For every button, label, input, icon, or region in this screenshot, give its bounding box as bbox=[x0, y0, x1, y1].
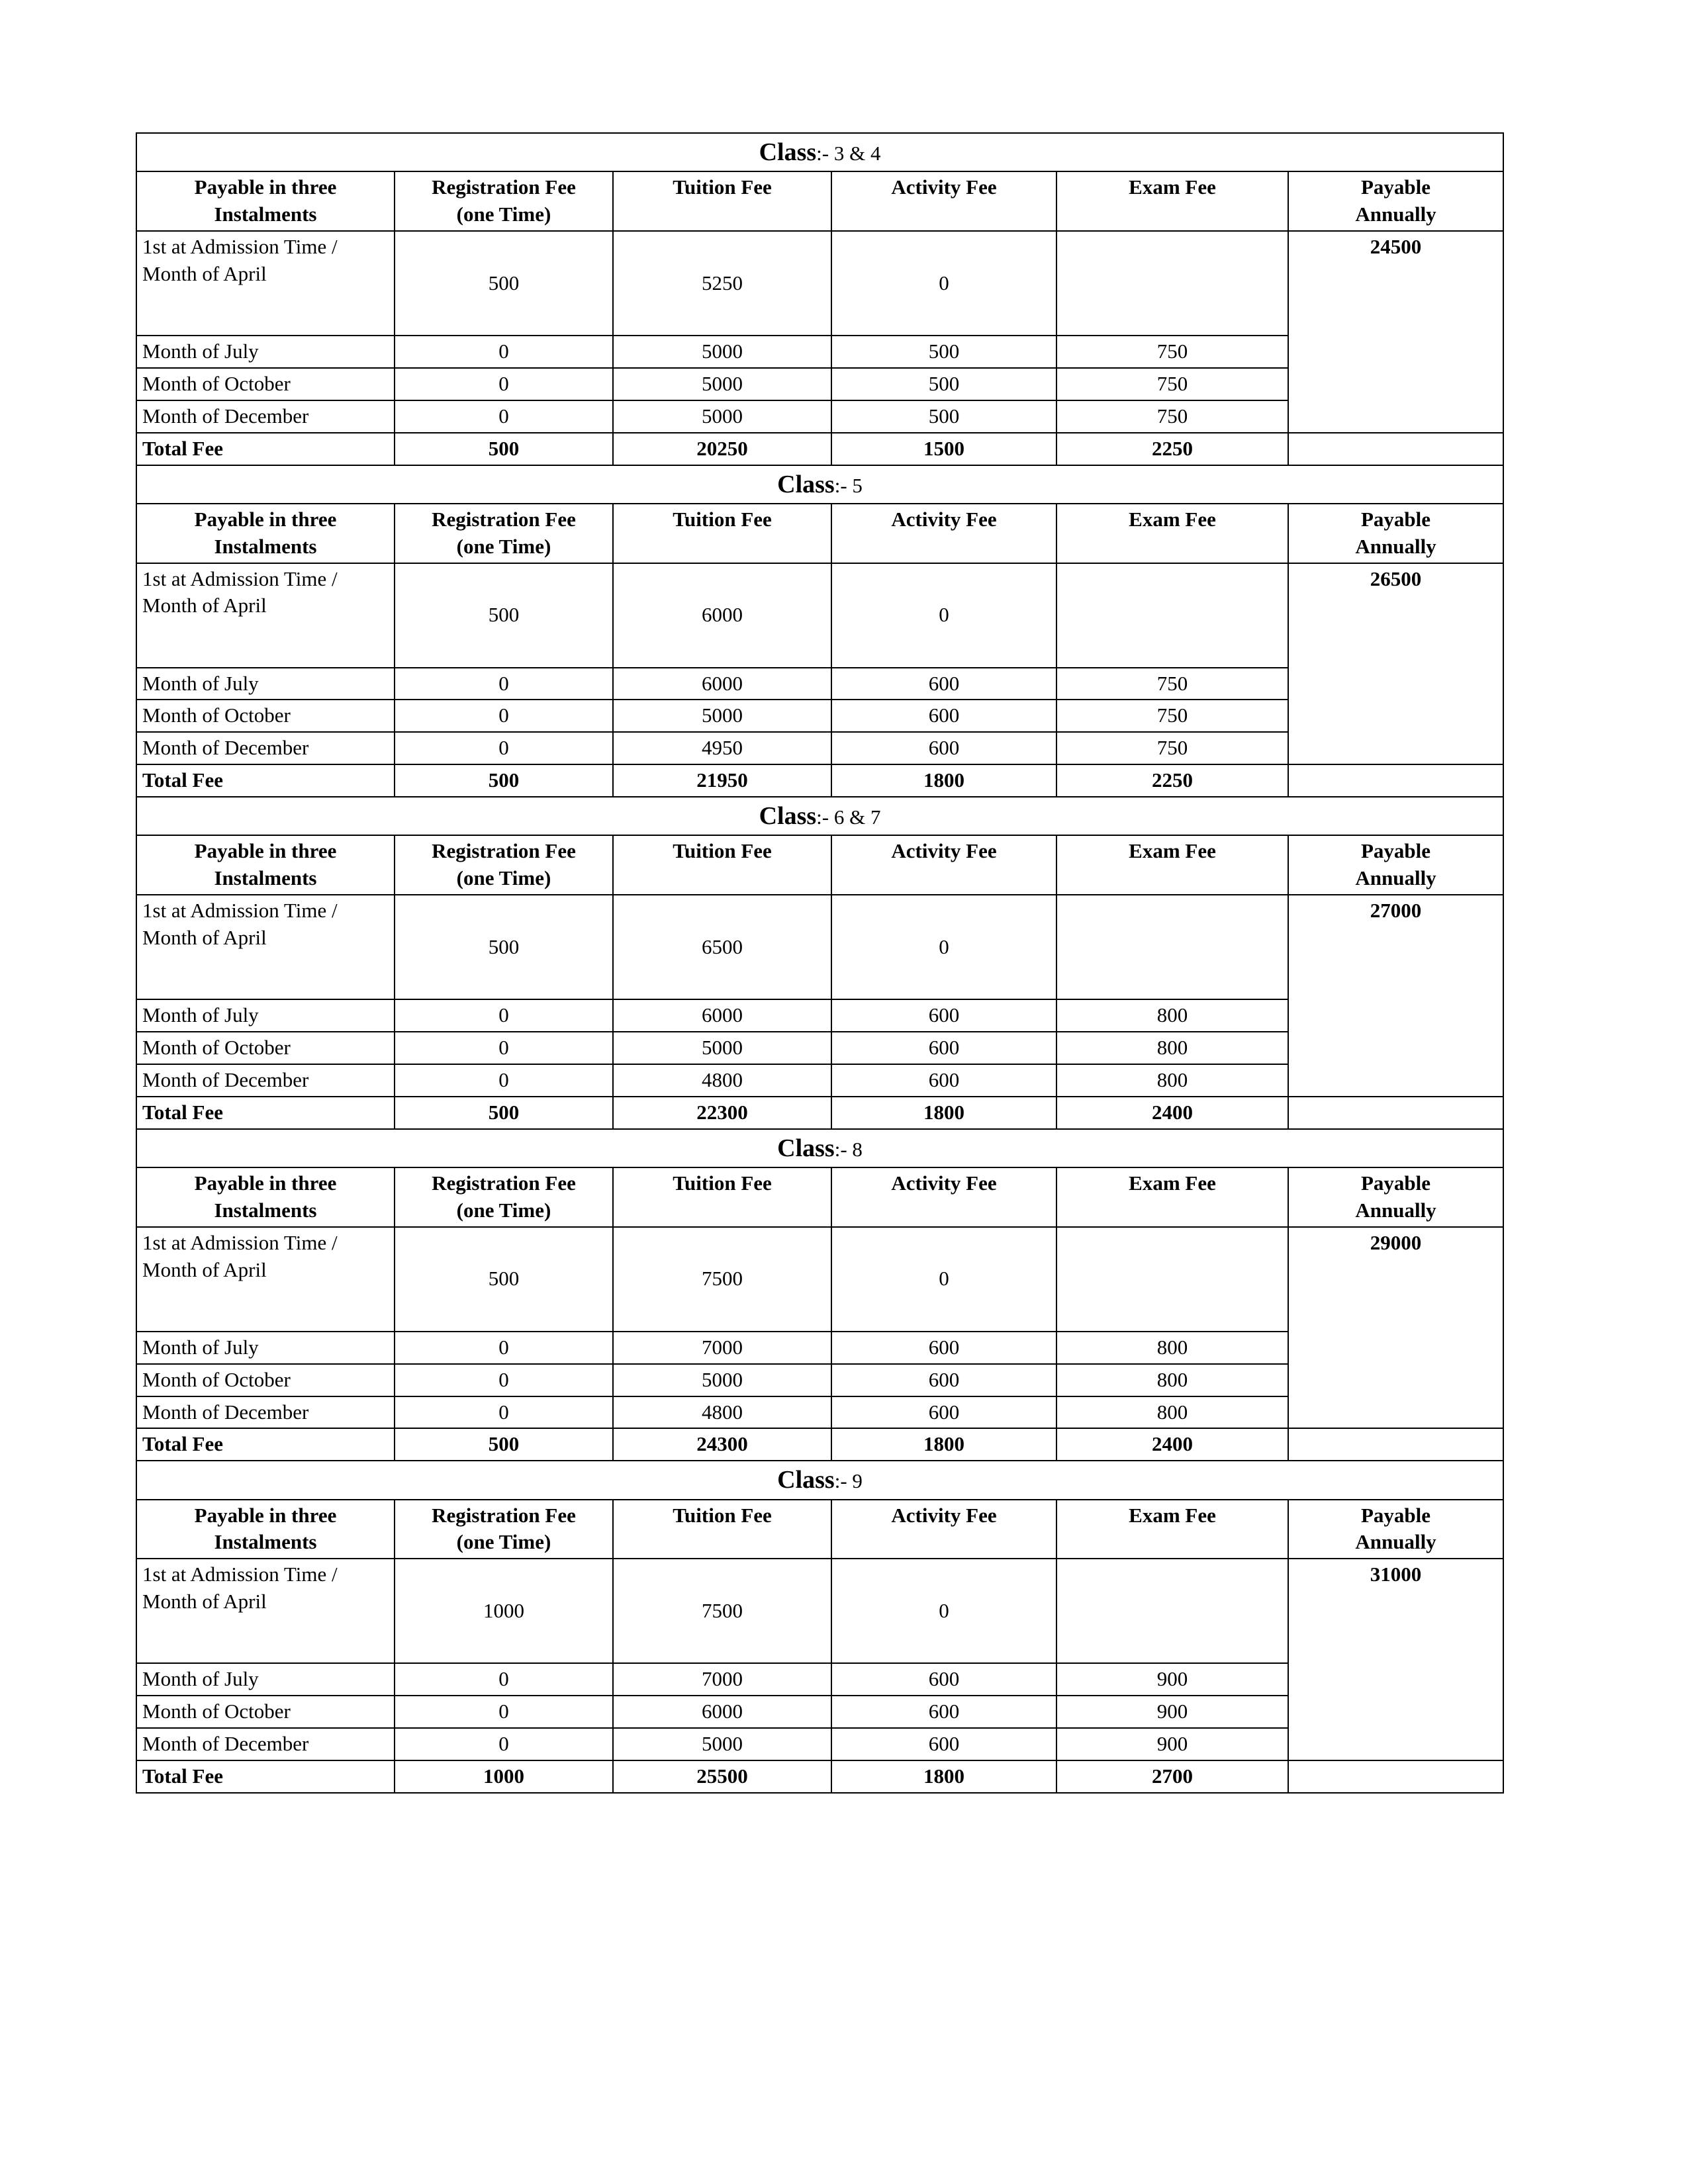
header-line-1: Exam Fee bbox=[1129, 839, 1216, 863]
table-row bbox=[136, 1227, 1503, 1332]
total-activity-fee: 1800 bbox=[831, 1097, 1056, 1129]
cell-activity-fee: 600 bbox=[831, 1728, 1056, 1760]
header-line-1: Activity Fee bbox=[891, 839, 997, 863]
row-label: Month of December bbox=[136, 1728, 395, 1760]
cell-activity-fee: 0 bbox=[831, 231, 1056, 336]
cell-exam-fee: 800 bbox=[1056, 1364, 1288, 1396]
class-title-cell bbox=[136, 1461, 1503, 1499]
header-line-1: Exam Fee bbox=[1129, 1171, 1216, 1195]
column-header-payable-annually bbox=[1288, 1500, 1503, 1559]
row-label-total: Total Fee bbox=[136, 1760, 395, 1793]
table-row bbox=[136, 895, 1503, 999]
column-header-payable-instalments bbox=[136, 835, 395, 895]
row-label: 1st at Admission Time / Month of April bbox=[136, 895, 395, 999]
cell-exam-fee: 900 bbox=[1056, 1663, 1288, 1696]
total-exam-fee: 2400 bbox=[1056, 1428, 1288, 1461]
cell-tuition-fee: 5000 bbox=[613, 1364, 831, 1396]
row-label: Month of October bbox=[136, 1364, 395, 1396]
cell-tuition-fee: 6000 bbox=[613, 1696, 831, 1728]
table-header-row bbox=[136, 1167, 1503, 1227]
cell-activity-fee: 600 bbox=[831, 700, 1056, 732]
cell-exam-fee: 750 bbox=[1056, 368, 1288, 400]
cell-tuition-fee: 5250 bbox=[613, 231, 831, 336]
header-line-1: Payable bbox=[1360, 839, 1431, 863]
row-label: Month of December bbox=[136, 400, 395, 433]
cell-registration-fee: 1000 bbox=[395, 1559, 613, 1663]
header-line-2: Annually bbox=[1355, 866, 1436, 890]
column-header-activity-fee bbox=[831, 835, 1056, 895]
header-line-1: Payable in three bbox=[194, 175, 337, 199]
header-line-1: Payable bbox=[1360, 1503, 1431, 1527]
total-activity-fee: 1800 bbox=[831, 1428, 1056, 1461]
column-header-payable-instalments bbox=[136, 1167, 395, 1227]
column-header-tuition-fee bbox=[613, 171, 831, 231]
column-header-tuition-fee bbox=[613, 504, 831, 563]
header-line-1: Registration Fee bbox=[432, 839, 576, 863]
row-label-total: Total Fee bbox=[136, 1428, 395, 1461]
header-line-1: Payable bbox=[1360, 175, 1431, 199]
total-tuition-fee: 20250 bbox=[613, 433, 831, 465]
cell-payable-annually: 27000 bbox=[1288, 895, 1503, 1097]
column-header-activity-fee bbox=[831, 504, 1056, 563]
column-header-tuition-fee bbox=[613, 1167, 831, 1227]
cell-exam-fee: 750 bbox=[1056, 668, 1288, 700]
total-registration-fee: 1000 bbox=[395, 1760, 613, 1793]
class-title-row bbox=[136, 1129, 1503, 1167]
total-row bbox=[136, 1760, 1503, 1793]
row-label: Month of October bbox=[136, 700, 395, 732]
cell-activity-fee: 500 bbox=[831, 336, 1056, 368]
header-line-1: Activity Fee bbox=[891, 175, 997, 199]
column-header-payable-annually bbox=[1288, 171, 1503, 231]
header-line-2: Instalments bbox=[214, 203, 317, 226]
column-header-payable-annually bbox=[1288, 1167, 1503, 1227]
table-row bbox=[136, 231, 1503, 336]
class-title-label: Class bbox=[777, 1134, 835, 1162]
total-tuition-fee: 24300 bbox=[613, 1428, 831, 1461]
class-title-label: Class bbox=[759, 138, 817, 166]
cell-exam-fee: 800 bbox=[1056, 1332, 1288, 1364]
cell-activity-fee: 600 bbox=[831, 1364, 1056, 1396]
cell-activity-fee: 0 bbox=[831, 1559, 1056, 1663]
column-header-payable-instalments bbox=[136, 1500, 395, 1559]
header-line-1: Payable in three bbox=[194, 1171, 337, 1195]
header-line-1: Registration Fee bbox=[432, 175, 576, 199]
cell-exam-fee: 750 bbox=[1056, 336, 1288, 368]
row-label: 1st at Admission Time / Month of April bbox=[136, 231, 395, 336]
class-title-label: Class bbox=[777, 1466, 835, 1494]
header-line-2: (one Time) bbox=[456, 1530, 551, 1554]
column-header-registration-fee bbox=[395, 835, 613, 895]
header-line-1: Tuition Fee bbox=[673, 1171, 772, 1195]
cell-tuition-fee: 4800 bbox=[613, 1064, 831, 1097]
table-row bbox=[136, 1559, 1503, 1663]
cell-exam-fee: 800 bbox=[1056, 1396, 1288, 1429]
cell-exam-fee: 750 bbox=[1056, 400, 1288, 433]
cell-tuition-fee: 5000 bbox=[613, 368, 831, 400]
cell-activity-fee: 600 bbox=[831, 1032, 1056, 1064]
header-line-1: Tuition Fee bbox=[673, 507, 772, 531]
header-line-1: Tuition Fee bbox=[673, 1503, 772, 1527]
column-header-exam-fee bbox=[1056, 1500, 1288, 1559]
header-line-1: Payable in three bbox=[194, 839, 337, 863]
total-annual-blank bbox=[1288, 764, 1503, 797]
class-title-value: :- 5 bbox=[834, 473, 863, 497]
cell-exam-fee bbox=[1056, 1559, 1288, 1663]
column-header-activity-fee bbox=[831, 1167, 1056, 1227]
cell-tuition-fee: 5000 bbox=[613, 700, 831, 732]
column-header-payable-annually bbox=[1288, 504, 1503, 563]
cell-tuition-fee: 5000 bbox=[613, 1728, 831, 1760]
cell-tuition-fee: 6500 bbox=[613, 895, 831, 999]
header-line-2: Instalments bbox=[214, 1530, 317, 1554]
cell-registration-fee: 0 bbox=[395, 700, 613, 732]
total-row bbox=[136, 1097, 1503, 1129]
header-line-1: Activity Fee bbox=[891, 1171, 997, 1195]
column-header-registration-fee bbox=[395, 1500, 613, 1559]
cell-registration-fee: 500 bbox=[395, 231, 613, 336]
cell-exam-fee: 900 bbox=[1056, 1696, 1288, 1728]
cell-activity-fee: 0 bbox=[831, 895, 1056, 999]
cell-registration-fee: 0 bbox=[395, 732, 613, 764]
cell-registration-fee: 0 bbox=[395, 668, 613, 700]
cell-tuition-fee: 7500 bbox=[613, 1227, 831, 1332]
class-title-cell bbox=[136, 133, 1503, 171]
column-header-exam-fee bbox=[1056, 1167, 1288, 1227]
row-label: Month of July bbox=[136, 1663, 395, 1696]
cell-tuition-fee: 4800 bbox=[613, 1396, 831, 1429]
cell-exam-fee: 800 bbox=[1056, 1032, 1288, 1064]
header-line-1: Payable bbox=[1360, 507, 1431, 531]
class-title-label: Class bbox=[759, 802, 817, 831]
header-line-1: Payable in three bbox=[194, 507, 337, 531]
row-label-total: Total Fee bbox=[136, 764, 395, 797]
cell-activity-fee: 600 bbox=[831, 1064, 1056, 1097]
class-title-cell bbox=[136, 797, 1503, 835]
header-line-2: Annually bbox=[1355, 1198, 1436, 1222]
class-title-label: Class bbox=[777, 470, 835, 498]
table-header-row bbox=[136, 504, 1503, 563]
total-registration-fee: 500 bbox=[395, 764, 613, 797]
cell-tuition-fee: 6000 bbox=[613, 999, 831, 1032]
class-title-row bbox=[136, 133, 1503, 171]
cell-exam-fee bbox=[1056, 1227, 1288, 1332]
class-title-value: :- 3 & 4 bbox=[816, 142, 881, 165]
cell-registration-fee: 0 bbox=[395, 336, 613, 368]
cell-activity-fee: 600 bbox=[831, 1696, 1056, 1728]
row-label: Month of October bbox=[136, 1032, 395, 1064]
cell-activity-fee: 600 bbox=[831, 1332, 1056, 1364]
column-header-registration-fee bbox=[395, 1167, 613, 1227]
total-annual-blank bbox=[1288, 1428, 1503, 1461]
header-line-1: Exam Fee bbox=[1129, 1503, 1216, 1527]
header-line-1: Payable in three bbox=[194, 1503, 337, 1527]
total-row bbox=[136, 433, 1503, 465]
column-header-tuition-fee bbox=[613, 835, 831, 895]
header-line-1: Exam Fee bbox=[1129, 175, 1216, 199]
header-line-2: Annually bbox=[1355, 534, 1436, 558]
cell-registration-fee: 0 bbox=[395, 368, 613, 400]
total-exam-fee: 2250 bbox=[1056, 764, 1288, 797]
row-label: 1st at Admission Time / Month of April bbox=[136, 563, 395, 668]
cell-registration-fee: 0 bbox=[395, 1396, 613, 1429]
cell-exam-fee: 750 bbox=[1056, 732, 1288, 764]
column-header-exam-fee bbox=[1056, 171, 1288, 231]
column-header-exam-fee bbox=[1056, 504, 1288, 563]
cell-activity-fee: 600 bbox=[831, 999, 1056, 1032]
class-title-cell bbox=[136, 465, 1503, 504]
total-activity-fee: 1800 bbox=[831, 1760, 1056, 1793]
cell-payable-annually: 29000 bbox=[1288, 1227, 1503, 1429]
cell-exam-fee bbox=[1056, 563, 1288, 668]
header-line-1: Exam Fee bbox=[1129, 507, 1216, 531]
class-title-cell bbox=[136, 1129, 1503, 1167]
class-title-row bbox=[136, 797, 1503, 835]
cell-payable-annually: 31000 bbox=[1288, 1559, 1503, 1760]
total-exam-fee: 2250 bbox=[1056, 433, 1288, 465]
class-title-row bbox=[136, 465, 1503, 504]
cell-tuition-fee: 6000 bbox=[613, 563, 831, 668]
header-line-2: (one Time) bbox=[456, 1198, 551, 1222]
table-row bbox=[136, 563, 1503, 668]
cell-exam-fee: 900 bbox=[1056, 1728, 1288, 1760]
header-line-2: (one Time) bbox=[456, 866, 551, 890]
header-line-2: Instalments bbox=[214, 866, 317, 890]
cell-registration-fee: 0 bbox=[395, 1728, 613, 1760]
cell-tuition-fee: 5000 bbox=[613, 336, 831, 368]
cell-registration-fee: 0 bbox=[395, 1032, 613, 1064]
table-header-row bbox=[136, 171, 1503, 231]
cell-payable-annually: 24500 bbox=[1288, 231, 1503, 433]
cell-registration-fee: 500 bbox=[395, 563, 613, 668]
total-exam-fee: 2700 bbox=[1056, 1760, 1288, 1793]
cell-registration-fee: 0 bbox=[395, 999, 613, 1032]
fee-table-body bbox=[136, 133, 1503, 1793]
cell-tuition-fee: 7000 bbox=[613, 1332, 831, 1364]
header-line-1: Tuition Fee bbox=[673, 839, 772, 863]
header-line-2: Instalments bbox=[214, 534, 317, 558]
row-label: Month of October bbox=[136, 1696, 395, 1728]
row-label: Month of December bbox=[136, 1064, 395, 1097]
total-tuition-fee: 21950 bbox=[613, 764, 831, 797]
column-header-registration-fee bbox=[395, 171, 613, 231]
total-annual-blank bbox=[1288, 1760, 1503, 1793]
cell-tuition-fee: 7500 bbox=[613, 1559, 831, 1663]
row-label: Month of December bbox=[136, 1396, 395, 1429]
table-header-row bbox=[136, 1500, 1503, 1559]
total-registration-fee: 500 bbox=[395, 1428, 613, 1461]
cell-exam-fee: 750 bbox=[1056, 700, 1288, 732]
cell-registration-fee: 0 bbox=[395, 1332, 613, 1364]
column-header-registration-fee bbox=[395, 504, 613, 563]
total-activity-fee: 1800 bbox=[831, 764, 1056, 797]
row-label-total: Total Fee bbox=[136, 433, 395, 465]
header-line-1: Registration Fee bbox=[432, 1503, 576, 1527]
class-title-value: :- 6 & 7 bbox=[816, 805, 881, 829]
total-registration-fee: 500 bbox=[395, 1097, 613, 1129]
cell-tuition-fee: 5000 bbox=[613, 400, 831, 433]
class-title-value: :- 8 bbox=[834, 1137, 863, 1161]
cell-exam-fee bbox=[1056, 895, 1288, 999]
fee-structure-table bbox=[136, 132, 1504, 1794]
header-line-1: Registration Fee bbox=[432, 507, 576, 531]
class-title-value: :- 9 bbox=[834, 1469, 863, 1493]
total-tuition-fee: 22300 bbox=[613, 1097, 831, 1129]
cell-tuition-fee: 5000 bbox=[613, 1032, 831, 1064]
header-line-2: Instalments bbox=[214, 1198, 317, 1222]
cell-activity-fee: 0 bbox=[831, 1227, 1056, 1332]
header-line-1: Registration Fee bbox=[432, 1171, 576, 1195]
cell-tuition-fee: 7000 bbox=[613, 1663, 831, 1696]
cell-activity-fee: 500 bbox=[831, 400, 1056, 433]
column-header-tuition-fee bbox=[613, 1500, 831, 1559]
cell-registration-fee: 0 bbox=[395, 1064, 613, 1097]
class-title-row bbox=[136, 1461, 1503, 1499]
cell-tuition-fee: 4950 bbox=[613, 732, 831, 764]
row-label: Month of December bbox=[136, 732, 395, 764]
table-header-row bbox=[136, 835, 1503, 895]
cell-exam-fee bbox=[1056, 231, 1288, 336]
total-tuition-fee: 25500 bbox=[613, 1760, 831, 1793]
cell-registration-fee: 0 bbox=[395, 1663, 613, 1696]
row-label-total: Total Fee bbox=[136, 1097, 395, 1129]
cell-activity-fee: 500 bbox=[831, 368, 1056, 400]
cell-exam-fee: 800 bbox=[1056, 999, 1288, 1032]
total-annual-blank bbox=[1288, 1097, 1503, 1129]
header-line-1: Tuition Fee bbox=[673, 175, 772, 199]
header-line-1: Activity Fee bbox=[891, 1503, 997, 1527]
total-registration-fee: 500 bbox=[395, 433, 613, 465]
column-header-activity-fee bbox=[831, 1500, 1056, 1559]
cell-exam-fee: 800 bbox=[1056, 1064, 1288, 1097]
row-label: Month of July bbox=[136, 336, 395, 368]
total-exam-fee: 2400 bbox=[1056, 1097, 1288, 1129]
cell-registration-fee: 500 bbox=[395, 1227, 613, 1332]
header-line-2: (one Time) bbox=[456, 534, 551, 558]
header-line-2: Annually bbox=[1355, 1530, 1436, 1554]
header-line-2: Annually bbox=[1355, 203, 1436, 226]
cell-activity-fee: 600 bbox=[831, 732, 1056, 764]
column-header-exam-fee bbox=[1056, 835, 1288, 895]
header-line-1: Activity Fee bbox=[891, 507, 997, 531]
cell-payable-annually: 26500 bbox=[1288, 563, 1503, 765]
cell-registration-fee: 0 bbox=[395, 400, 613, 433]
row-label: Month of July bbox=[136, 999, 395, 1032]
column-header-payable-instalments bbox=[136, 504, 395, 563]
header-line-1: Payable bbox=[1360, 1171, 1431, 1195]
total-row bbox=[136, 1428, 1503, 1461]
total-activity-fee: 1500 bbox=[831, 433, 1056, 465]
row-label: Month of October bbox=[136, 368, 395, 400]
row-label: 1st at Admission Time / Month of April bbox=[136, 1559, 395, 1663]
cell-activity-fee: 600 bbox=[831, 1396, 1056, 1429]
column-header-payable-instalments bbox=[136, 171, 395, 231]
total-annual-blank bbox=[1288, 433, 1503, 465]
column-header-payable-annually bbox=[1288, 835, 1503, 895]
cell-tuition-fee: 6000 bbox=[613, 668, 831, 700]
row-label: Month of July bbox=[136, 1332, 395, 1364]
cell-activity-fee: 600 bbox=[831, 1663, 1056, 1696]
total-row bbox=[136, 764, 1503, 797]
cell-activity-fee: 0 bbox=[831, 563, 1056, 668]
cell-registration-fee: 0 bbox=[395, 1696, 613, 1728]
header-line-2: (one Time) bbox=[456, 203, 551, 226]
column-header-activity-fee bbox=[831, 171, 1056, 231]
cell-registration-fee: 0 bbox=[395, 1364, 613, 1396]
cell-registration-fee: 500 bbox=[395, 895, 613, 999]
cell-activity-fee: 600 bbox=[831, 668, 1056, 700]
row-label: 1st at Admission Time / Month of April bbox=[136, 1227, 395, 1332]
row-label: Month of July bbox=[136, 668, 395, 700]
